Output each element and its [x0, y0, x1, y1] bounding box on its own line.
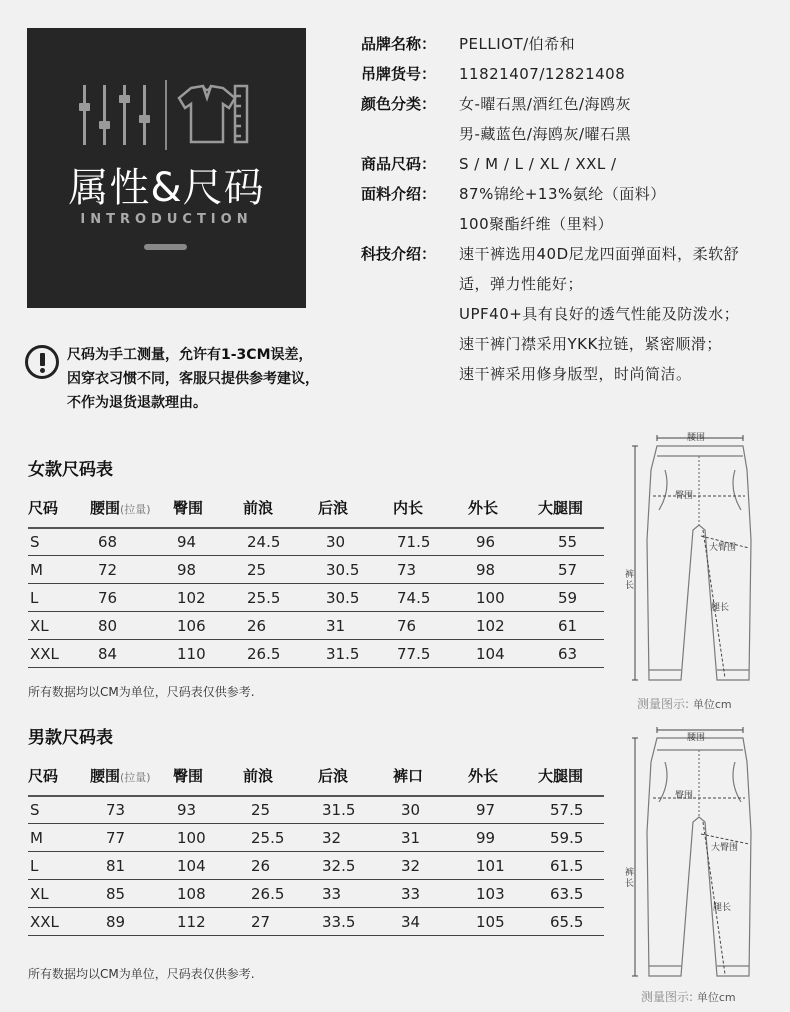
men-table-note: 所有数据均以CM为单位，尺码表仅供参考. [28, 967, 255, 981]
value-cell: 100 [476, 589, 505, 607]
waist-note: (拉量) [120, 771, 151, 784]
value-cell: 98 [476, 561, 496, 579]
value-cell: 80 [98, 617, 118, 635]
pants-icon [625, 722, 775, 984]
header-cell: 尺码 [28, 499, 59, 517]
label-hip: 臀围 [675, 491, 694, 501]
value-cell: 57.5 [550, 801, 584, 819]
value-cell: 25 [247, 561, 267, 579]
value-cell: 26.5 [247, 645, 281, 663]
size-cell: XL [30, 885, 49, 903]
header-cell: 内长 [393, 499, 424, 517]
size-cell: M [30, 829, 43, 847]
value-cell: 104 [476, 645, 505, 663]
value-cell: 72 [98, 561, 118, 579]
row-divider [28, 639, 604, 640]
women-table-note: 所有数据均以CM为单位，尺码表仅供参考. [28, 685, 255, 699]
warning-icon [25, 345, 59, 379]
shirt-icon [177, 84, 251, 146]
spec-value-tech-3: UPF40+具有良好的透气性能及防泼水； [459, 305, 740, 323]
label-length: 裤长 [625, 570, 635, 591]
value-cell: 89 [106, 913, 126, 931]
header-cell: 前浪 [243, 499, 274, 517]
value-cell: 33 [322, 885, 342, 903]
banner-underline [144, 244, 187, 250]
men-size-table [28, 753, 604, 935]
value-cell: 25.5 [247, 589, 281, 607]
value-cell: 74.5 [397, 589, 431, 607]
row-divider [28, 907, 604, 908]
value-cell: 31.5 [326, 645, 360, 663]
value-cell: 26.5 [251, 885, 285, 903]
value-cell: 31 [326, 617, 346, 635]
size-cell: S [30, 801, 40, 819]
value-cell: 77 [106, 829, 126, 847]
label-length: 裤长 [625, 868, 635, 889]
value-cell: 63.5 [550, 885, 584, 903]
spec-value-tech-5: 速干裤采用修身版型，时尚简洁。 [459, 365, 692, 383]
size-cell: XXL [30, 645, 59, 663]
value-cell: 26 [251, 857, 271, 875]
spec-value-sizes: S / M / L / XL / XXL / [459, 155, 617, 173]
value-cell: 96 [476, 533, 496, 551]
header-cell: 前浪 [243, 767, 274, 785]
value-cell: 33.5 [322, 913, 356, 931]
spec-value-tech-4: 速干裤门襟采用YKK拉链，紧密顺滑； [459, 335, 722, 353]
spec-list [361, 29, 781, 399]
size-cell: L [30, 857, 39, 875]
value-cell: 27 [251, 913, 271, 931]
value-cell: 101 [476, 857, 505, 875]
value-cell: 32 [322, 829, 342, 847]
value-cell: 102 [177, 589, 206, 607]
spec-key-brand: 品牌名称： [361, 35, 437, 53]
value-cell: 30.5 [326, 561, 360, 579]
header-divider [28, 527, 604, 529]
spec-value-colors-women: 女-曜石黑/酒红色/海鸥灰 [459, 95, 632, 113]
spec-key-tech: 科技介绍： [361, 245, 437, 263]
diagram-caption: 测量图示: 单位cm [637, 697, 732, 711]
value-cell: 110 [177, 645, 206, 663]
row-divider [28, 879, 604, 880]
women-size-table [28, 485, 604, 667]
label-leg: 腿长 [711, 603, 730, 613]
label-hip: 臀围 [675, 791, 694, 801]
value-cell: 106 [177, 617, 206, 635]
men-table-title: 男款尺码表 [28, 728, 113, 748]
header-cell: 外长 [468, 767, 499, 785]
row-divider [28, 667, 604, 668]
spec-value-tech-2: 适，弹力性能好； [459, 275, 584, 293]
spec-value-sku: 11821407/12821408 [459, 65, 626, 83]
value-cell: 99 [476, 829, 496, 847]
value-cell: 59.5 [550, 829, 584, 847]
value-cell: 76 [98, 589, 118, 607]
value-cell: 68 [98, 533, 118, 551]
header-cell: 尺码 [28, 767, 59, 785]
size-notice [67, 343, 319, 415]
waist-note: (拉量) [120, 503, 151, 516]
spec-value-colors-men: 男-藏蓝色/海鸥灰/曜石黑 [459, 125, 632, 143]
row-divider [28, 555, 604, 556]
row-divider [28, 935, 604, 936]
women-measure-diagram [625, 430, 775, 715]
value-cell: 65.5 [550, 913, 584, 931]
row-divider [28, 823, 604, 824]
diagram-caption: 测量图示: 单位cm [641, 990, 736, 1004]
value-cell: 32 [401, 857, 421, 875]
banner-divider [165, 80, 167, 150]
value-cell: 73 [397, 561, 417, 579]
row-divider [28, 851, 604, 852]
value-cell: 32.5 [322, 857, 356, 875]
value-cell: 85 [106, 885, 126, 903]
pants-icon [625, 430, 775, 690]
value-cell: 97 [476, 801, 496, 819]
header-cell: 腰围(拉量) [90, 499, 151, 517]
value-cell: 100 [177, 829, 206, 847]
size-cell: S [30, 533, 40, 551]
men-measure-diagram [625, 722, 775, 1007]
label-thigh: 大臀围 [711, 843, 739, 853]
value-cell: 63 [558, 645, 578, 663]
label-thigh: 大臀围 [709, 543, 737, 553]
value-cell: 73 [106, 801, 126, 819]
value-cell: 25.5 [251, 829, 285, 847]
women-table-title: 女款尺码表 [28, 460, 113, 480]
spec-key-sizes: 商品尺码： [361, 155, 437, 173]
value-cell: 93 [177, 801, 197, 819]
banner-title: 属性&尺码 [68, 165, 265, 211]
notice-line-2: 因穿衣习惯不同，客服只提供参考建议， [67, 371, 319, 387]
header-cell: 臀围 [173, 767, 204, 785]
header-cell: 臀围 [173, 499, 204, 517]
row-divider [28, 583, 604, 584]
value-cell: 102 [476, 617, 505, 635]
value-cell: 31 [401, 829, 421, 847]
size-cell: L [30, 589, 39, 607]
size-cell: XXL [30, 913, 59, 931]
header-cell: 大腿围 [538, 767, 584, 785]
value-cell: 55 [558, 533, 578, 551]
value-cell: 59 [558, 589, 578, 607]
spec-key-sku: 吊牌货号： [361, 65, 437, 83]
value-cell: 61.5 [550, 857, 584, 875]
value-cell: 25 [251, 801, 271, 819]
value-cell: 104 [177, 857, 206, 875]
header-cell: 外长 [468, 499, 499, 517]
header-cell: 裤口 [393, 767, 424, 785]
value-cell: 98 [177, 561, 197, 579]
value-cell: 30.5 [326, 589, 360, 607]
banner-subtitle: INTRODUCTION [80, 212, 253, 227]
row-divider [28, 611, 604, 612]
value-cell: 26 [247, 617, 267, 635]
spec-value-fabric-lining: 100聚酯纤维（里料） [459, 215, 614, 233]
value-cell: 84 [98, 645, 118, 663]
value-cell: 24.5 [247, 533, 281, 551]
value-cell: 30 [401, 801, 421, 819]
notice-line-1: 尺码为手工测量，允许有1-3CM误差， [67, 347, 313, 363]
intro-banner [27, 28, 306, 308]
value-cell: 57 [558, 561, 578, 579]
label-leg: 腿长 [713, 903, 732, 913]
label-waist: 腰围 [687, 733, 706, 743]
spec-value-fabric-outer: 87%锦纶+13%氨纶（面料） [459, 185, 666, 203]
value-cell: 71.5 [397, 533, 431, 551]
value-cell: 108 [177, 885, 206, 903]
size-cell: M [30, 561, 43, 579]
value-cell: 77.5 [397, 645, 431, 663]
value-cell: 105 [476, 913, 505, 931]
value-cell: 33 [401, 885, 421, 903]
header-divider [28, 795, 604, 797]
value-cell: 61 [558, 617, 578, 635]
value-cell: 30 [326, 533, 346, 551]
label-waist: 腰围 [687, 433, 706, 443]
spec-key-colors: 颜色分类： [361, 95, 437, 113]
spec-key-fabric: 面料介绍： [361, 185, 437, 203]
spec-value-brand: PELLIOT/伯希和 [459, 35, 576, 53]
value-cell: 81 [106, 857, 126, 875]
header-cell: 后浪 [318, 767, 349, 785]
notice-line-3: 不作为退货退款理由。 [67, 395, 207, 411]
header-cell: 大腿围 [538, 499, 584, 517]
value-cell: 94 [177, 533, 197, 551]
value-cell: 31.5 [322, 801, 356, 819]
header-cell: 后浪 [318, 499, 349, 517]
value-cell: 76 [397, 617, 417, 635]
value-cell: 103 [476, 885, 505, 903]
size-cell: XL [30, 617, 49, 635]
sliders-icon [79, 85, 157, 145]
value-cell: 112 [177, 913, 206, 931]
value-cell: 34 [401, 913, 421, 931]
spec-value-tech-1: 速干裤选用40D尼龙四面弹面料，柔软舒 [459, 245, 740, 263]
header-cell: 腰围(拉量) [90, 767, 151, 785]
